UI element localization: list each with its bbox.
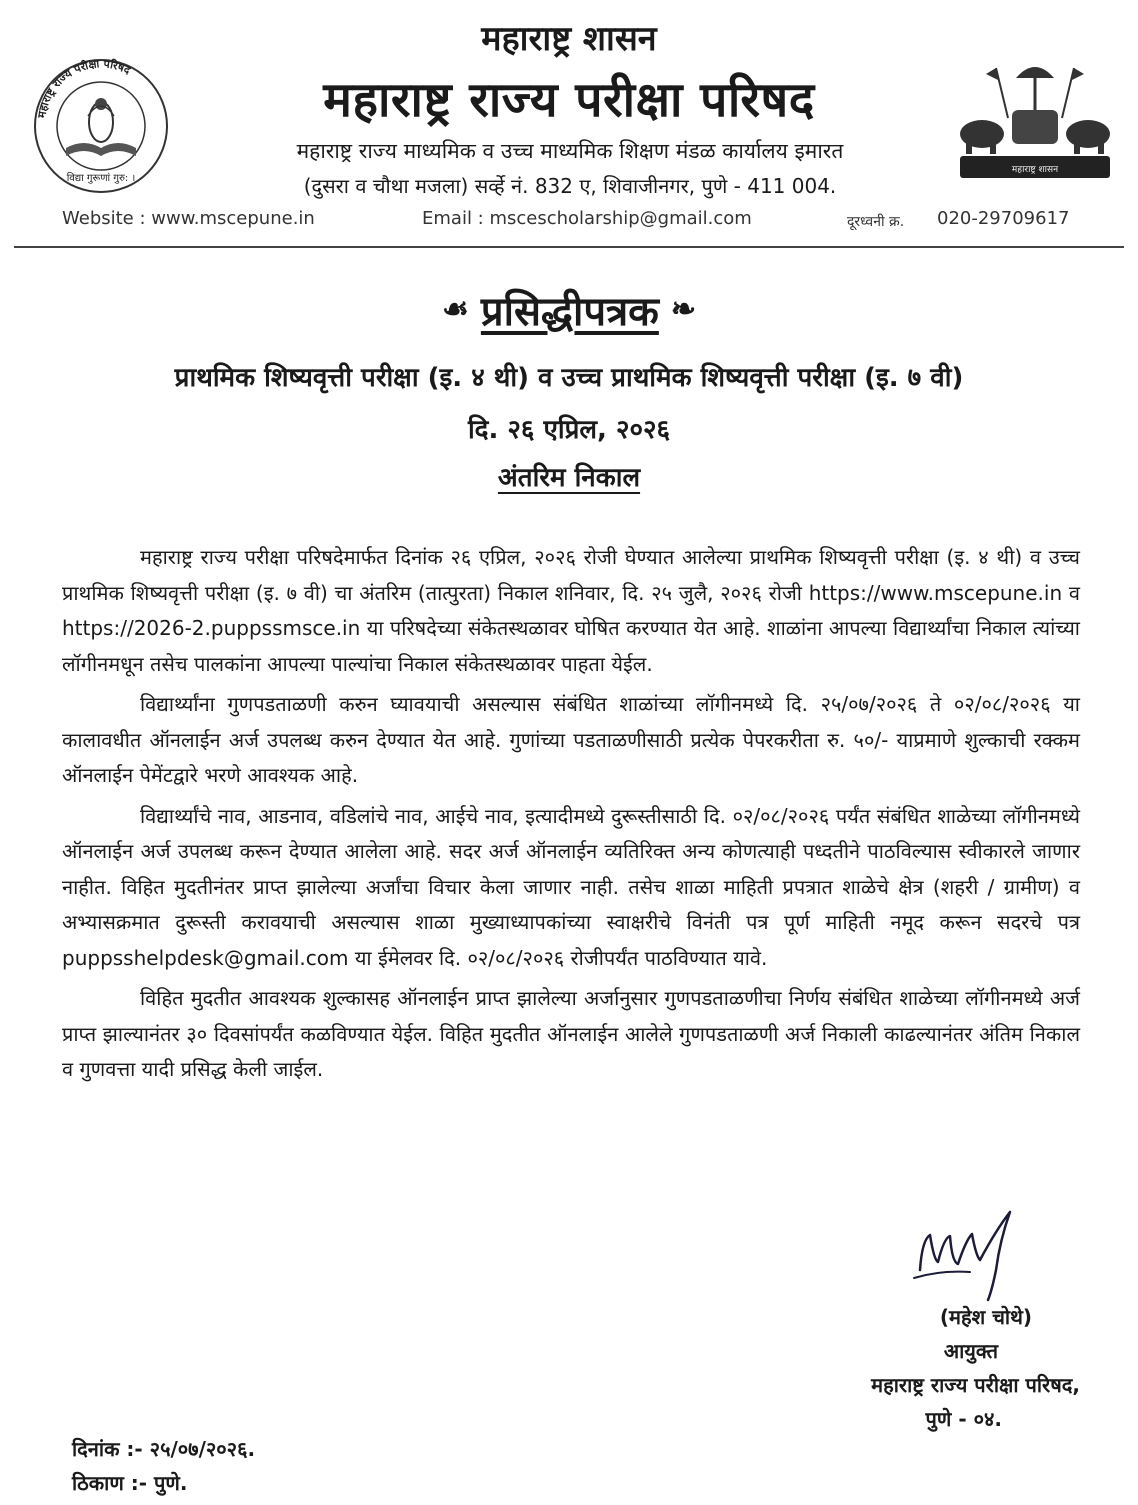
signatory-organization: महाराष्ट्र राज्य परीक्षा परिषद, bbox=[871, 1373, 1080, 1397]
title-block bbox=[0, 282, 1138, 337]
ornament-right: ❧ bbox=[670, 292, 697, 327]
body-paragraph-2: विद्यार्थ्यांना गुणपडताळणी करुन घ्यावयाची असल्यास संबंधित शाळांच्या लॉगीनमध्ये दि. २५/०७/२०२६ ते ०२/०८/२०२६ या कालावधीत ऑनलाईन अर्ज उपलब्ध करुन देण्यात येत आहे. गुणांच्या पडताळणीसाठी प्रत्येक पेपरकरीता रु. ५०/- याप्रमाणे शुल्काची रक्कम ऑनलाईन पेमेंटद्वारे भरणे आवश्यक आहे. bbox=[62, 692, 1080, 787]
address-line-1: महाराष्ट्र राज्य माध्यमिक व उच्च माध्यमिक शिक्षण मंडळ कार्यालय इमारत bbox=[296, 139, 844, 163]
result-type-text: अंतरिम निकाल bbox=[497, 463, 641, 493]
ornament-left: ☙ bbox=[441, 292, 469, 327]
result-type-heading bbox=[0, 458, 1138, 494]
signature-block bbox=[780, 1300, 1080, 1436]
body-paragraph-4: विहित मुदतीत आवश्यक शुल्कासह ऑनलाईन प्राप्त झालेल्या अर्जानुसार गुणपडताळणीचा निर्णय संबंधित शाळेच्या लॉगीनमध्ये अर्ज प्राप्त झाल्यानंतर ३० दिवसांपर्यंत कळविण्यात येईल. विहित मुदतीत ऑनलाईन आलेले गुणपडताळणी अर्ज निकाली काढल्यानंतर अंतिम निकाल व गुणवत्ता यादी प्रसिद्ध केली जाईल. bbox=[62, 986, 1080, 1081]
signatory-place: पुणे - ०४. bbox=[925, 1407, 1002, 1431]
footer bbox=[72, 1432, 255, 1500]
document-title: प्रसिद्धीपत्रक bbox=[480, 289, 659, 335]
address-line-2: (दुसरा व चौथा मजला) सर्व्हे नं. 832 ए, शिवाजीनगर, पुणे - 411 004. bbox=[303, 174, 837, 198]
header-divider bbox=[14, 246, 1124, 248]
exam-date: दि. २६ एप्रिल, २०२६ bbox=[467, 415, 671, 445]
phone-label: दूरध्वनी क्र. bbox=[847, 214, 905, 230]
email-link[interactable]: Email : mscescholarship@gmail.com bbox=[422, 208, 752, 229]
government-heading: महाराष्ट्र शासन bbox=[481, 19, 657, 59]
svg-text:महाराष्ट्र शासन: महाराष्ट्र शासन bbox=[1011, 165, 1059, 175]
notice-body bbox=[62, 540, 1080, 1093]
organization-heading: महाराष्ट्र राज्य परीक्षा परिषद bbox=[323, 72, 815, 128]
body-paragraph-1: महाराष्ट्र राज्य परीक्षा परिषदेमार्फत दिनांक २६ एप्रिल, २०२६ रोजी घेण्यात आलेल्या प्राथमिक शिष्यवृत्ती परीक्षा (इ. ४ थी) व उच्च प्राथमिक शिष्यवृत्ती परीक्षा (इ. ७ वी) चा अंतरिम (तात्पुरता) निकाल शनिवार, दि. २५ जुलै, २०२६ रोजी https://www.mscepune.in व https://2026-2.puppssmsce.in या परिषदेच्या संकेतस्थळावर घोषित करण्यात येत आहे. शाळांना आपल्या विद्यार्थ्यांचा निकाल त्यांच्या लॉगीनमधून तसेच पालकांना आपल्या पाल्यांचा निकाल संकेतस्थळावर पाहता येईल. bbox=[62, 545, 1080, 676]
phone-number: 020-29709617 bbox=[937, 208, 1070, 229]
exam-title: प्राथमिक शिष्यवृत्ती परीक्षा (इ. ४ थी) व उच्च प्राथमिक शिष्यवृत्ती परीक्षा (इ. ७ वी) bbox=[174, 363, 964, 393]
handwritten-signature bbox=[900, 1200, 1030, 1315]
footer-place: ठिकाण :- पुणे. bbox=[72, 1471, 188, 1495]
body-paragraph-3: विद्यार्थ्यांचे नाव, आडनाव, वडिलांचे नाव, आईचे नाव, इत्यादीमध्ये दुरूस्तीसाठी दि. ०२/०८/२०२६ पर्यंत संबंधित शाळेच्या लॉगीनमध्ये ऑनलाईन अर्ज उपलब्ध करून देण्यात आलेला आहे. सदर अर्ज ऑनलाईन व्यतिरिक्त अन्य कोणत्याही पध्दतीने पाठविल्यास स्वीकारले जाणार नाहीत. विहित मुदतीनंतर प्राप्त झालेल्या अर्जांचा विचार केला जाणार नाही. तसेच शाळा माहिती प्रपत्रात शाळेचे क्षेत्र (शहरी / ग्रामीण) व अभ्यासक्रमात दुरूस्ती करावयाची असल्यास शाळा मुख्याध्यापकांच्या स्वाक्षरीचे विनंती पत्र पूर्ण माहिती नमूद करून सदरचे पत्र puppsshelpdesk@gmail.com या ईमेलवर दि. ०२/०८/२०२६ रोजीपर्यंत पाठविण्यात यावे. bbox=[62, 803, 1080, 970]
footer-date: दिनांक :- २५/०७/२०२६. bbox=[72, 1437, 256, 1461]
signatory-name: (महेश चोथे) bbox=[939, 1305, 1032, 1329]
signatory-designation: आयुक्त bbox=[943, 1339, 998, 1363]
website-link[interactable]: Website : www.mscepune.in bbox=[62, 208, 315, 229]
svg-text:विद्या गुरूणां गुरु: ।: विद्या गुरूणां गुरु: । bbox=[66, 173, 136, 184]
svg-text:महाराष्ट्र राज्य परीक्षा परिषद: महाराष्ट्र राज्य परीक्षा परिषद bbox=[35, 57, 133, 119]
